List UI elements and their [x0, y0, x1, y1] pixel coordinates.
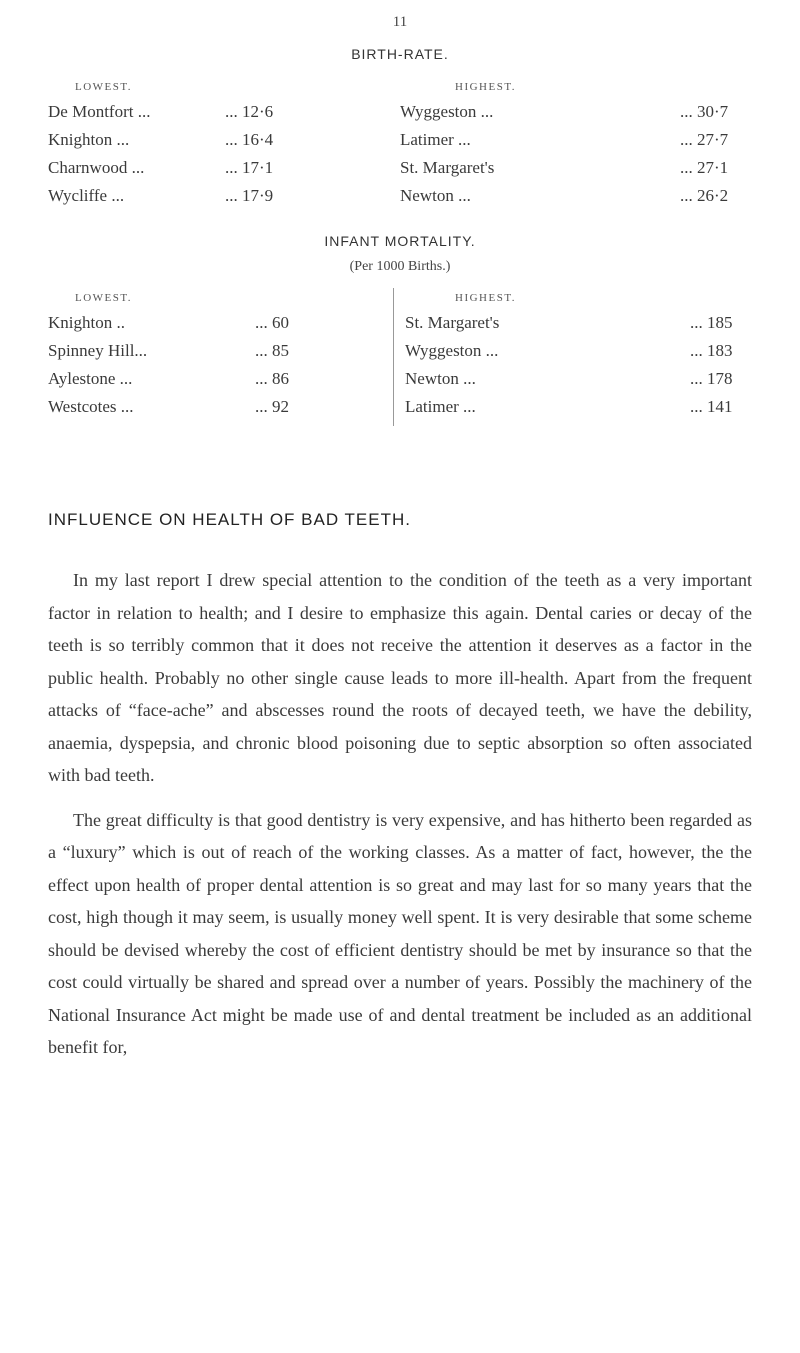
birth-rate-high-name: Newton ...	[400, 186, 471, 205]
birth-rate-low-name: Knighton ...	[48, 130, 130, 149]
infant-mortality-high-value: ... 178	[690, 369, 733, 388]
infant-mortality-low-name: Spinney Hill...	[48, 341, 148, 360]
infant-mortality-high-name: St. Margaret's	[405, 313, 500, 332]
birth-rate-low-name: Wycliffe ...	[48, 186, 125, 205]
birth-rate-low-value: ... 17·9	[225, 186, 274, 205]
influence-title: INFLUENCE ON HEALTH OF BAD TEETH.	[48, 510, 411, 529]
birth-rate-low-value: ... 16·4	[225, 130, 274, 149]
birth-rate-low-value: ... 17·1	[225, 158, 274, 177]
infant-mortality-low-value: ... 60	[255, 313, 289, 332]
birth-rate-low-value: ... 12·6	[225, 102, 274, 121]
infant-mortality-high-value: ... 183	[690, 341, 733, 360]
column-divider	[393, 288, 394, 426]
infant-mortality-subtitle: (Per 1000 Births.)	[349, 259, 451, 274]
birth-rate-low-name: De Montfort ...	[48, 102, 151, 121]
birth-rate-high-name: Latimer ...	[400, 130, 471, 149]
infant-mortality-high-name: Newton ...	[405, 369, 476, 388]
birth-rate-lowest-header: LOWEST.	[75, 81, 133, 93]
birth-rate-high-name: Wyggeston ...	[400, 102, 494, 121]
birth-rate-high-value: ... 30·7	[680, 102, 729, 121]
infant-mortality-low-value: ... 85	[255, 341, 289, 360]
infant-mortality-lowest-header: LOWEST.	[75, 292, 133, 304]
birth-rate-high-value: ... 26·2	[680, 186, 729, 205]
infant-mortality-title: INFANT MORTALITY.	[324, 233, 476, 249]
birth-rate-high-name: St. Margaret's	[400, 158, 495, 177]
body-text	[48, 564, 752, 1064]
infant-mortality-high-name: Wyggeston ...	[405, 341, 499, 360]
paragraph-1: In my last report I drew special attention to the condition of the teeth as a very important factor in relation to health; and I desire to emphasize this again. Dental caries or decay of the teeth is so terribly common that it does not receive the attention it deserves as a factor in the public health. Probably no other single cause leads to more ill-health. Apart from the frequent attacks of “face-ache” and abscesses round the roots of decayed teeth, we have the debility, anaemia, dyspepsia, and chronic blood poisoning due to septic absorption so often associated with bad teeth.	[48, 570, 752, 785]
infant-mortality-high-value: ... 185	[690, 313, 733, 332]
infant-mortality-high-value: ... 141	[690, 397, 733, 416]
page-number: 11	[392, 14, 408, 30]
infant-mortality-highest-header: HIGHEST.	[455, 292, 516, 304]
infant-mortality-low-name: Knighton ..	[48, 313, 125, 332]
birth-rate-title: BIRTH-RATE.	[351, 46, 449, 62]
birth-rate-high-value: ... 27·7	[680, 130, 729, 149]
paragraph-2: The great difficulty is that good dentistry is very expensive, and has hitherto been regarded as a “luxury” which is out of reach of the working classes. As a matter of fact, however, the the effect upon health of proper dental attention is so great and may last for so many years that the cost, high though it may seem, is usually money well spent. It is very desirable that some scheme should be devised whereby the cost of efficient dentistry should be met by insurance so that the cost could virtually be shared and spread over a number of years. Possibly the machinery of the National Insurance Act might be made use of and dental treatment be included as an additional benefit for,	[48, 809, 752, 1057]
infant-mortality-low-value: ... 86	[255, 369, 289, 388]
birth-rate-high-value: ... 27·1	[680, 158, 729, 177]
birth-rate-highest-header: HIGHEST.	[455, 81, 516, 93]
birth-rate-low-name: Charnwood ...	[48, 158, 145, 177]
infant-mortality-low-name: Westcotes ...	[48, 397, 134, 416]
infant-mortality-low-value: ... 92	[255, 397, 289, 416]
infant-mortality-high-name: Latimer ...	[405, 397, 476, 416]
infant-mortality-low-name: Aylestone ...	[48, 369, 133, 388]
